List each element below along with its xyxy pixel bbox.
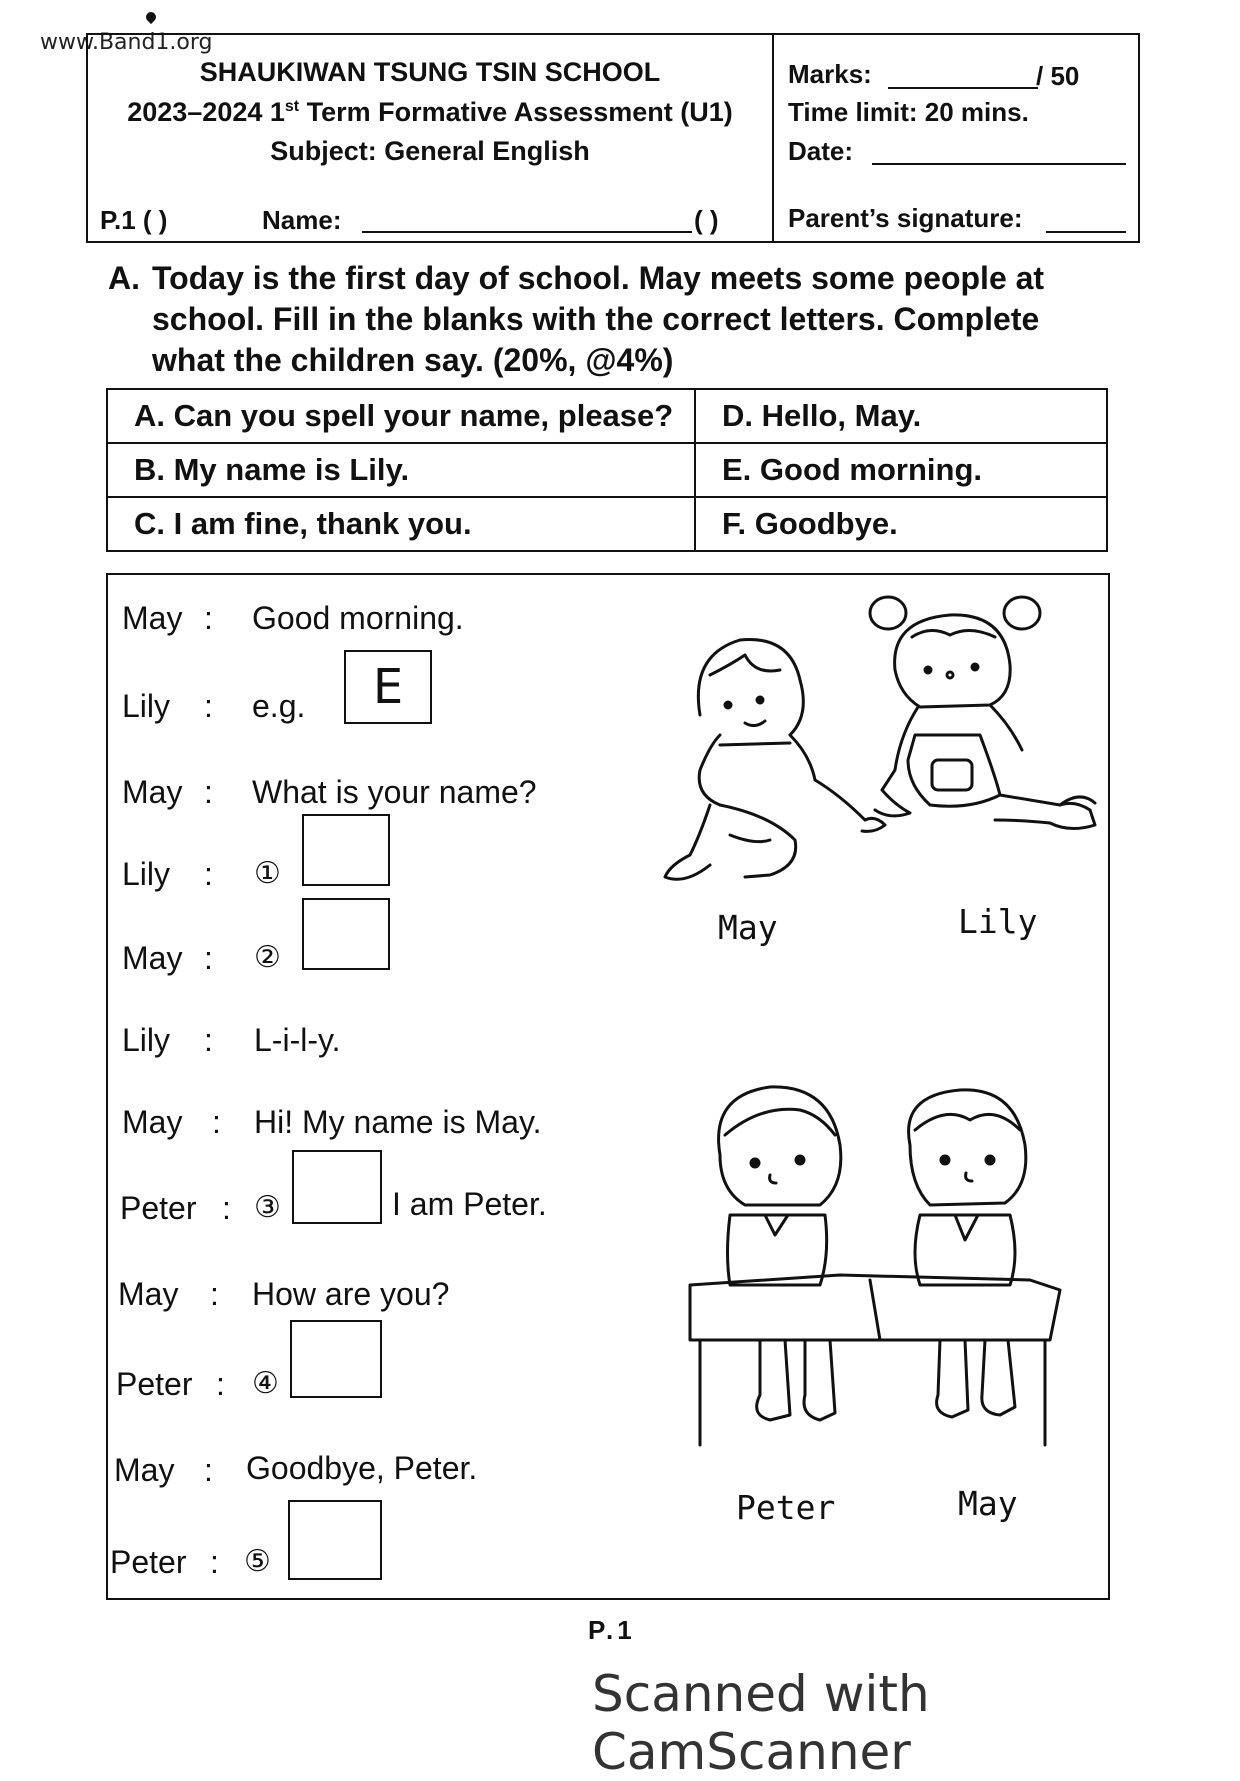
option-b: B. My name is Lily. bbox=[107, 443, 695, 497]
speaker-label: Peter bbox=[110, 1544, 187, 1580]
colon: : bbox=[216, 1366, 225, 1402]
option-e: E. Good morning. bbox=[695, 443, 1107, 497]
signature-label: Parent’s signature: bbox=[788, 203, 1023, 233]
colon: : bbox=[210, 1544, 219, 1580]
section-number: A. bbox=[108, 260, 140, 296]
dialog-line: Goodbye, Peter. bbox=[246, 1450, 478, 1486]
dialog-line: Hi! My name is May. bbox=[254, 1104, 542, 1140]
example-label: e.g. bbox=[252, 688, 306, 724]
speaker-label: May bbox=[122, 940, 183, 976]
name-label: Name: bbox=[262, 205, 342, 235]
colon: : bbox=[222, 1190, 231, 1226]
speaker-label: May bbox=[114, 1452, 175, 1488]
speaker-label: Peter bbox=[116, 1366, 193, 1402]
dialog-line: L-i-l-y. bbox=[254, 1022, 341, 1058]
watermark-mark-icon bbox=[144, 10, 158, 24]
header-divider bbox=[772, 35, 774, 241]
question-marker-2: ② bbox=[254, 940, 281, 975]
question-marker-4: ④ bbox=[252, 1366, 279, 1401]
colon: : bbox=[204, 774, 213, 810]
date-blank[interactable] bbox=[872, 163, 1126, 165]
term-superscript: st bbox=[284, 98, 300, 115]
table-row bbox=[107, 497, 1107, 551]
answer-box-2[interactable] bbox=[302, 898, 390, 970]
speaker-label: Lily bbox=[122, 1022, 171, 1058]
example-answer-box: E bbox=[344, 650, 432, 724]
may-lily-illustration bbox=[650, 595, 1120, 915]
colon: : bbox=[204, 688, 213, 724]
dialog-line: How are you? bbox=[252, 1276, 450, 1312]
speaker-label: May bbox=[118, 1276, 179, 1312]
answer-box-1[interactable] bbox=[302, 814, 390, 886]
signature-blank[interactable] bbox=[1046, 231, 1126, 233]
colon: : bbox=[204, 1452, 213, 1488]
peter-may-illustration bbox=[670, 1075, 1100, 1505]
speaker-label: May bbox=[122, 774, 183, 810]
school-name: SHAUKIWAN TSUNG TSIN SCHOOL bbox=[199, 57, 661, 87]
time-limit: Time limit: 20 mins. bbox=[788, 97, 1029, 127]
class-number-blank[interactable]: ( ) bbox=[694, 205, 719, 235]
speaker-label: Lily bbox=[122, 856, 171, 892]
page-number: P.1 bbox=[588, 1615, 636, 1645]
speaker-label: Lily bbox=[122, 688, 171, 724]
question-marker-3: ③ bbox=[254, 1190, 281, 1225]
instruction-line-1: Today is the first day of school. May meets some people at bbox=[152, 260, 1045, 296]
exam-header bbox=[86, 33, 1140, 243]
option-a: A. Can you spell your name, please? bbox=[107, 389, 695, 443]
answer-box-5[interactable] bbox=[288, 1500, 382, 1580]
section-instruction bbox=[108, 258, 1128, 381]
dialog-line: What is your name? bbox=[252, 774, 537, 810]
question-marker-5: ⑤ bbox=[244, 1544, 271, 1579]
picture-label-peter: Peter bbox=[736, 1488, 836, 1527]
option-f: F. Goodbye. bbox=[695, 497, 1107, 551]
table-row bbox=[107, 389, 1107, 443]
term-prefix: 2023–2024 1 bbox=[127, 97, 285, 127]
marks-blank[interactable] bbox=[888, 87, 1038, 89]
colon: : bbox=[204, 856, 213, 892]
question-marker-1: ① bbox=[254, 856, 281, 891]
option-d: D. Hello, May. bbox=[695, 389, 1107, 443]
colon: : bbox=[204, 940, 213, 976]
scanner-watermark: Scanned with CamScanner bbox=[592, 1665, 930, 1781]
answer-box-4[interactable] bbox=[290, 1320, 382, 1398]
marks-total: / 50 bbox=[1036, 61, 1080, 91]
picture-label-may-2: May bbox=[958, 1484, 1018, 1523]
class-label: P.1 ( ) bbox=[100, 205, 168, 235]
speaker-label: May bbox=[122, 600, 183, 636]
assessment-title bbox=[88, 97, 772, 128]
picture-label-lily: Lily bbox=[958, 902, 1038, 941]
instruction-line-2: school. Fill in the blanks with the correct letters. Complete bbox=[152, 301, 1040, 337]
colon: : bbox=[212, 1104, 221, 1140]
speaker-label: Peter bbox=[120, 1190, 197, 1226]
term-suffix: Term Formative Assessment (U1) bbox=[299, 97, 733, 127]
subject-label: Subject: General English bbox=[270, 136, 590, 166]
instruction-line-3: what the children say. (20%, @4%) bbox=[152, 342, 674, 378]
colon: : bbox=[210, 1276, 219, 1312]
marks-label: Marks: bbox=[788, 59, 872, 89]
date-label: Date: bbox=[788, 136, 854, 166]
table-row bbox=[107, 443, 1107, 497]
picture-label-may: May bbox=[718, 908, 778, 947]
dialog-line: Good morning. bbox=[252, 600, 464, 636]
name-blank[interactable] bbox=[362, 231, 692, 233]
watermark-text: www.Band1.org bbox=[40, 30, 213, 55]
answer-box-3[interactable] bbox=[292, 1150, 382, 1224]
colon: : bbox=[204, 600, 213, 636]
colon: : bbox=[204, 1022, 213, 1058]
option-c: C. I am fine, thank you. bbox=[107, 497, 695, 551]
answer-options-table bbox=[106, 388, 1108, 552]
dialog-line: I am Peter. bbox=[392, 1186, 547, 1222]
speaker-label: May bbox=[122, 1104, 183, 1140]
